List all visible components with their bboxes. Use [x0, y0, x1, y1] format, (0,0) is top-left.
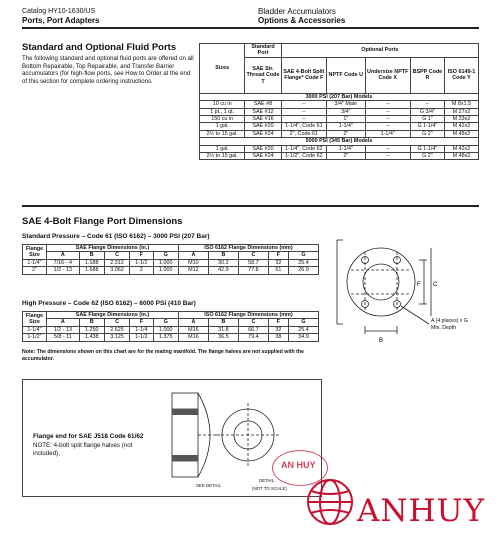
flange-end-caption-note: NOTE: 4-bolt split flange halves (not included),: [33, 442, 133, 457]
table-cell: 79.4: [238, 334, 268, 341]
th-col: BSPP Code R: [410, 57, 444, 93]
table-cell: 2": [327, 153, 366, 160]
th-letter: C: [104, 252, 129, 259]
th-letter: F: [268, 252, 288, 259]
flange-table-row: [23, 267, 319, 274]
th-letter: F: [130, 252, 153, 259]
table-cell: 1-1/4": [23, 326, 47, 333]
flange-port-diagram: [329, 230, 479, 350]
table-cell: –: [281, 116, 326, 123]
table-cell: 3.125: [104, 334, 129, 341]
table-cell: 1-1/4", Code 62: [281, 145, 326, 152]
section-title-flange-dimensions: SAE 4-Bolt Flange Port Dimensions: [22, 216, 183, 227]
table-cell: 2", Code 61: [281, 130, 326, 137]
section-rule: [22, 205, 479, 207]
left-header-title: Ports, Port Adapters: [22, 16, 100, 25]
th-letter: A: [178, 252, 208, 259]
th-letter: B: [208, 252, 238, 259]
th-letter: G: [288, 252, 318, 259]
table-cell: M 27x2: [444, 108, 478, 115]
ports-table-row: [200, 145, 479, 152]
table-cell: 25.4: [288, 326, 318, 333]
section-body-fluid-ports: The following standard and optional fluid ports are offered on all Bottom Repairable, Top Repairable, and Transfer Barrier accumulators (for high-flow ports, see How to Order at the end of this section for complete ordering instructions.: [22, 55, 194, 85]
table-cell: –: [365, 145, 410, 152]
th-col: ISO 6149-1 Code Y: [444, 57, 478, 93]
th-flange: Flange Size: [23, 312, 47, 327]
th-letter: B: [79, 252, 104, 259]
th-col: SAE 4-Bolt Split Flange* Code F: [281, 57, 326, 93]
table-cell: –: [410, 101, 444, 108]
table-cell: 2": [23, 267, 47, 274]
table-cell: 1-1/4": [23, 259, 47, 266]
ports-table-row: [200, 101, 479, 108]
table-cell: 1-1/2": [23, 334, 47, 341]
th-iso: ISO 6162 Flange Dimensions (mm): [178, 312, 318, 319]
high-flange-table: [22, 311, 319, 342]
table-cell: 1 gal.: [200, 145, 245, 152]
th-iso: ISO 6162 Flange Dimensions (mm): [178, 245, 318, 252]
table-cell: M 42x2: [444, 123, 478, 130]
table-cell: 1-1/4": [365, 130, 410, 137]
table-cell: 36.5: [208, 334, 238, 341]
table-cell: 1.188: [79, 259, 104, 266]
table-cell: 58.7: [238, 259, 268, 266]
table-cell: G 1-1/4": [410, 145, 444, 152]
table-cell: M 48x2: [444, 130, 478, 137]
table-cell: 1-1/4": [327, 123, 366, 130]
label-f: F: [417, 282, 421, 288]
table-cell: M 8x1.5: [444, 101, 478, 108]
th-sae: SAE Flange Dimensions (in.): [47, 312, 179, 319]
globe-logo-icon: [302, 474, 358, 530]
table-cell: 51: [268, 267, 288, 274]
table-cell: 1/2 - 13: [47, 326, 80, 333]
table-cell: M12: [178, 267, 208, 274]
table-cell: 32: [268, 259, 288, 266]
table-cell: 1-1/4", Code 61: [281, 123, 326, 130]
right-header-title: Options & Accessories: [258, 16, 346, 25]
section-title-fluid-ports: Standard and Optional Fluid Ports: [22, 42, 177, 53]
flange-end-caption-title: Flange end for SAE J518 Code 61/62: [33, 433, 144, 440]
group-label: 5000 PSI (345 Bar) Models: [200, 138, 479, 145]
table-cell: –: [365, 108, 410, 115]
th-col: SAE Str. Thread Code T: [245, 57, 281, 93]
th-letter: B: [79, 319, 104, 326]
table-cell: 1 gal.: [200, 123, 245, 130]
th-col: Undersize NPTF Code X: [365, 57, 410, 93]
detail-label: DETAIL: [259, 478, 275, 483]
not-to-scale-label: (NOT TO SCALE): [252, 486, 287, 491]
ports-table-row: [200, 108, 479, 115]
right-header-subtitle: Bladder Accumulators: [258, 7, 336, 16]
th-letter: F: [130, 319, 153, 326]
table-cell: –: [281, 108, 326, 115]
table-cell: –: [365, 116, 410, 123]
ports-table-row: [200, 123, 479, 130]
table-cell: M10: [178, 259, 208, 266]
table-cell: M16: [178, 326, 208, 333]
th-letter: C: [238, 319, 268, 326]
dimensions-note: Note: The dimensions shown on this chart are for the mating manifold. The flange halves are not supplied with the accumulator.: [22, 349, 304, 362]
table-cell: G 2": [410, 130, 444, 137]
table-cell: 2": [327, 130, 366, 137]
table-cell: 1.688: [79, 267, 104, 274]
table-cell: 1-1/2: [130, 259, 153, 266]
table-cell: 1-1/4": [327, 145, 366, 152]
high-pressure-caption: High Pressure – Code 62 (ISO 6162) – 6000 PSI (410 Bar): [22, 300, 196, 307]
th-letter: A: [47, 319, 80, 326]
th-optional: Optional Ports: [281, 44, 478, 58]
table-cell: 31.8: [208, 326, 238, 333]
th-standard: Standard Port: [245, 44, 281, 58]
table-cell: 1.250: [79, 326, 104, 333]
th-letter: C: [238, 252, 268, 259]
table-cell: –: [365, 153, 410, 160]
table-cell: 3/4": [327, 108, 366, 115]
table-cell: 1-1/2", Code 62: [281, 153, 326, 160]
ports-table-row: [200, 116, 479, 123]
table-cell: G 1": [410, 116, 444, 123]
flange-table-row: [23, 334, 319, 341]
std-pressure-caption: Standard Pressure – Code 61 (ISO 6162) – 3000 PSI (207 Bar): [22, 233, 210, 240]
ports-table-row: [200, 153, 479, 160]
th-letter: F: [268, 319, 288, 326]
table-cell: 77.8: [238, 267, 268, 274]
table-cell: SAE #24: [245, 153, 281, 160]
table-cell: 1.000: [153, 259, 178, 266]
table-cell: 1": [327, 116, 366, 123]
table-cell: –: [365, 123, 410, 130]
table-cell: 3/4" Male: [327, 101, 366, 108]
table-cell: 1/2 - 13: [47, 267, 80, 274]
table-cell: 25.4: [288, 259, 318, 266]
group-label: 3000 PSI (207 Bar) Models: [200, 93, 479, 100]
table-cell: 66.7: [238, 326, 268, 333]
th-letter: B: [208, 319, 238, 326]
th-col: NPTF Code U: [327, 57, 366, 93]
table-cell: 7/16 - 4: [47, 259, 80, 266]
ports-table: [199, 43, 479, 160]
th-letter: G: [153, 319, 178, 326]
table-cell: 3.062: [104, 267, 129, 274]
table-cell: 2½ to 15 gal.: [200, 153, 245, 160]
table-cell: M 42x2: [444, 145, 478, 152]
table-cell: 2.312: [104, 259, 129, 266]
table-cell: 1 pt., 1 qt.: [200, 108, 245, 115]
table-cell: SAE #24: [245, 130, 281, 137]
label-c: C: [433, 282, 438, 288]
th-sizes: Sizes: [200, 44, 245, 94]
table-cell: M16: [178, 334, 208, 341]
table-cell: M 33x2: [444, 116, 478, 123]
table-cell: 34.9: [288, 334, 318, 341]
table-cell: 38: [268, 334, 288, 341]
table-cell: –: [365, 101, 410, 108]
th-letter: C: [104, 319, 129, 326]
table-cell: 1.000: [153, 326, 178, 333]
table-cell: SAE #20: [245, 145, 281, 152]
th-flange: Flange Size: [23, 245, 47, 260]
label-b: B: [379, 338, 384, 344]
flange-table-row: [23, 326, 319, 333]
table-cell: 1-1/4: [130, 326, 153, 333]
header-rule: [22, 27, 479, 29]
table-cell: 30.2: [208, 259, 238, 266]
table-cell: G 1-1/4": [410, 123, 444, 130]
see-detail-label: SEE DETAIL: [196, 483, 222, 488]
table-cell: 42.9: [208, 267, 238, 274]
table-cell: 2: [130, 267, 153, 274]
table-cell: SAE #20: [245, 123, 281, 130]
label-a-holes: A (4 places) x G Min. Depth: [431, 318, 468, 331]
table-cell: 5/8 - 11: [47, 334, 80, 341]
table-cell: 10 cu in: [200, 101, 245, 108]
th-letter: A: [47, 252, 80, 259]
table-cell: 1.000: [153, 267, 178, 274]
watermark-stamp-text: AN HUY: [281, 460, 316, 470]
th-letter: G: [288, 319, 318, 326]
table-cell: 1.438: [79, 334, 104, 341]
table-cell: 2½ to 15 gal.: [200, 130, 245, 137]
table-cell: 150 cu in: [200, 116, 245, 123]
table-cell: G 3/4": [410, 108, 444, 115]
table-cell: 26.9: [288, 267, 318, 274]
flange-table-row: [23, 259, 319, 266]
brand-logo-text: ANHUY: [357, 493, 486, 529]
table-cell: 32: [268, 326, 288, 333]
table-cell: 1-1/2: [130, 334, 153, 341]
table-cell: SAE #12: [245, 108, 281, 115]
std-flange-table: [22, 244, 319, 275]
catalog-number: Catalog HY10-1630/US: [22, 8, 96, 15]
th-letter: A: [178, 319, 208, 326]
table-cell: G 2": [410, 153, 444, 160]
th-letter: G: [153, 252, 178, 259]
table-cell: 2.625: [104, 326, 129, 333]
ports-table-row: [200, 130, 479, 137]
th-sae: SAE Flange Dimensions (in.): [47, 245, 179, 252]
table-cell: –: [281, 101, 326, 108]
table-cell: M 48x2: [444, 153, 478, 160]
table-cell: SAE #8: [245, 101, 281, 108]
table-cell: 1.375: [153, 334, 178, 341]
table-cell: SAE #16: [245, 116, 281, 123]
